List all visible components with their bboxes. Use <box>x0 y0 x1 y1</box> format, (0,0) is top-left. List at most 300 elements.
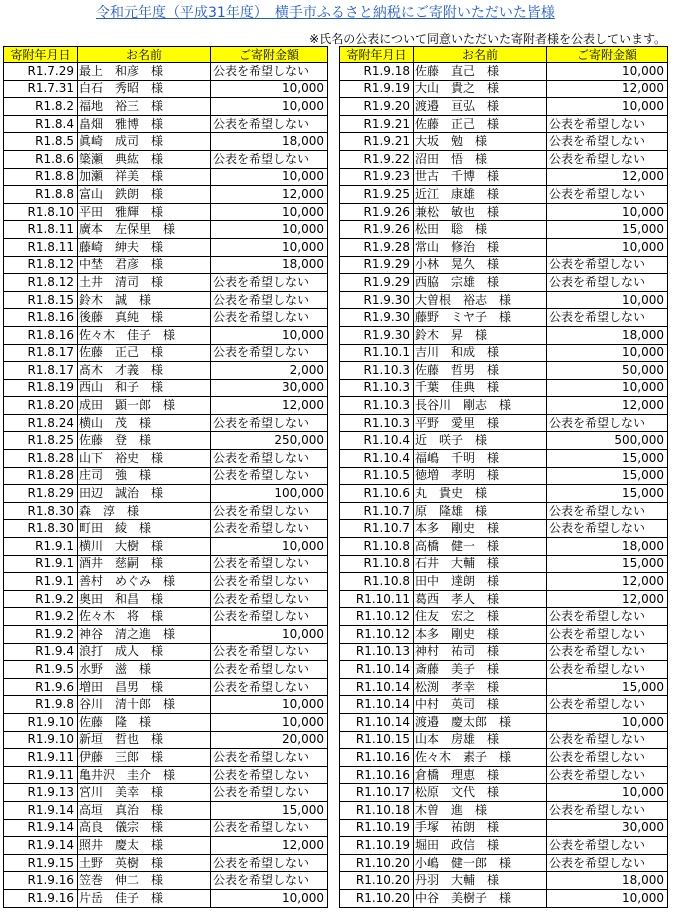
amount-cell: 公表を希望しない <box>547 643 668 661</box>
table-row <box>340 203 668 221</box>
table-row <box>4 362 328 380</box>
table-row <box>4 555 328 573</box>
amount-cell: 公表を希望しない <box>547 749 668 767</box>
name-cell: 佐々木 佳子 様 <box>78 326 211 344</box>
name-cell: 廣本 左保里 様 <box>78 221 211 239</box>
amount-cell: 公表を希望しない <box>547 731 668 749</box>
name-cell: 善村 めぐみ 様 <box>78 573 211 591</box>
date-cell: R1.9.16 <box>4 872 78 890</box>
date-cell: R1.9.29 <box>340 274 414 292</box>
table-row <box>340 397 668 415</box>
date-cell: R1.9.23 <box>340 168 414 186</box>
table-body <box>340 63 668 908</box>
amount-cell: 500,000 <box>547 432 668 450</box>
amount-cell: 公表を希望しない <box>211 467 328 485</box>
table-row <box>340 485 668 503</box>
table-body <box>4 63 328 908</box>
table-row <box>340 590 668 608</box>
amount-cell: 公表を希望しない <box>547 309 668 327</box>
date-cell: R1.9.19 <box>340 80 414 98</box>
table-row <box>340 713 668 731</box>
amount-cell: 10,000 <box>211 326 328 344</box>
amount-cell: 公表を希望しない <box>211 661 328 679</box>
amount-cell: 10,000 <box>211 168 328 186</box>
date-cell: R1.9.2 <box>4 608 78 626</box>
table-row <box>4 450 328 468</box>
amount-cell: 公表を希望しない <box>547 608 668 626</box>
table-row <box>4 80 328 98</box>
header-date: 寄附年月日 <box>340 47 414 63</box>
table-row <box>340 643 668 661</box>
name-cell: 本多 剛史 様 <box>414 520 547 538</box>
name-cell: 堀田 政信 様 <box>414 837 547 855</box>
date-cell: R1.9.15 <box>4 854 78 872</box>
amount-cell: 12,000 <box>547 168 668 186</box>
amount-cell: 公表を希望しない <box>211 414 328 432</box>
amount-cell: 公表を希望しない <box>547 256 668 274</box>
date-cell: R1.10.8 <box>340 538 414 556</box>
amount-cell: 公表を希望しない <box>547 837 668 855</box>
date-cell: R1.10.14 <box>340 661 414 679</box>
table-row <box>4 854 328 872</box>
amount-cell: 15,000 <box>547 221 668 239</box>
amount-cell: 18,000 <box>211 133 328 151</box>
date-cell: R1.8.20 <box>4 397 78 415</box>
date-cell: R1.9.11 <box>4 766 78 784</box>
name-cell: 鈴木 誠 様 <box>78 291 211 309</box>
amount-cell: 公表を希望しない <box>211 573 328 591</box>
name-cell: 佐藤 登 様 <box>78 432 211 450</box>
name-cell: 原 隆雄 様 <box>414 502 547 520</box>
amount-cell: 30,000 <box>547 819 668 837</box>
name-cell: 常山 修治 様 <box>414 238 547 256</box>
date-cell: R1.9.18 <box>340 63 414 81</box>
name-cell: 神村 祐司 様 <box>414 643 547 661</box>
amount-cell: 30,000 <box>211 379 328 397</box>
donor-table-left <box>3 46 328 908</box>
name-cell: 世古 千博 様 <box>414 168 547 186</box>
amount-cell: 10,000 <box>547 203 668 221</box>
table-row <box>340 819 668 837</box>
date-cell: R1.10.20 <box>340 854 414 872</box>
amount-cell: 12,000 <box>547 80 668 98</box>
name-cell: 福地 裕三 様 <box>78 98 211 116</box>
table-row <box>4 889 328 907</box>
date-cell: R1.9.1 <box>4 538 78 556</box>
amount-cell: 12,000 <box>211 397 328 415</box>
date-cell: R1.8.28 <box>4 467 78 485</box>
date-cell: R1.10.4 <box>340 450 414 468</box>
date-cell: R1.9.2 <box>4 590 78 608</box>
name-cell: 山下 裕史 様 <box>78 450 211 468</box>
amount-cell: 10,000 <box>211 80 328 98</box>
amount-cell: 100,000 <box>211 485 328 503</box>
amount-cell: 15,000 <box>547 450 668 468</box>
name-cell: 手塚 祐朗 様 <box>414 819 547 837</box>
amount-cell: 10,000 <box>547 889 668 907</box>
table-row <box>340 573 668 591</box>
amount-cell: 18,000 <box>211 256 328 274</box>
name-cell: 葛西 孝人 様 <box>414 590 547 608</box>
table-row <box>4 63 328 81</box>
date-cell: R1.8.30 <box>4 502 78 520</box>
table-row <box>4 784 328 802</box>
amount-cell: 10,000 <box>211 626 328 644</box>
date-cell: R1.9.11 <box>4 749 78 767</box>
amount-cell: 18,000 <box>547 538 668 556</box>
amount-cell: 公表を希望しない <box>547 186 668 204</box>
amount-cell: 10,000 <box>547 344 668 362</box>
header-row <box>4 47 328 63</box>
table-row <box>340 150 668 168</box>
table-row <box>4 432 328 450</box>
date-cell: R1.7.31 <box>4 80 78 98</box>
header-date: 寄附年月日 <box>4 47 78 63</box>
name-cell: 兼松 敏也 様 <box>414 203 547 221</box>
amount-cell: 10,000 <box>547 713 668 731</box>
date-cell: R1.8.10 <box>4 203 78 221</box>
table-row <box>4 661 328 679</box>
amount-cell: 公表を希望しない <box>211 749 328 767</box>
amount-cell: 公表を希望しない <box>211 766 328 784</box>
amount-cell: 10,000 <box>547 63 668 81</box>
table-row <box>340 467 668 485</box>
table-row <box>340 801 668 819</box>
table-row <box>4 326 328 344</box>
table-row <box>340 784 668 802</box>
date-cell: R1.10.3 <box>340 362 414 380</box>
table-row <box>340 626 668 644</box>
name-cell: 西脇 宗雄 様 <box>414 274 547 292</box>
name-cell: 後藤 真純 様 <box>78 309 211 327</box>
table-row <box>4 309 328 327</box>
amount-cell: 15,000 <box>547 467 668 485</box>
date-cell: R1.9.5 <box>4 661 78 679</box>
amount-cell: 公表を希望しない <box>547 150 668 168</box>
date-cell: R1.9.28 <box>340 238 414 256</box>
table-row <box>4 731 328 749</box>
table-row <box>4 467 328 485</box>
date-cell: R1.10.3 <box>340 379 414 397</box>
date-cell: R1.8.17 <box>4 344 78 362</box>
amount-cell: 10,000 <box>211 713 328 731</box>
header-name: お名前 <box>414 47 547 63</box>
name-cell: 吉川 和成 様 <box>414 344 547 362</box>
name-cell: 佐々木 将 様 <box>78 608 211 626</box>
date-cell: R1.10.7 <box>340 520 414 538</box>
name-cell: 鈴木 昇 様 <box>414 326 547 344</box>
name-cell: 長谷川 剛志 様 <box>414 397 547 415</box>
table-row <box>340 414 668 432</box>
amount-cell: 公表を希望しない <box>547 696 668 714</box>
date-cell: R1.9.30 <box>340 291 414 309</box>
date-cell: R1.9.22 <box>340 150 414 168</box>
table-row <box>4 397 328 415</box>
date-cell: R1.8.5 <box>4 133 78 151</box>
name-cell: 松原 文代 様 <box>414 784 547 802</box>
name-cell: 丸 貴史 様 <box>414 485 547 503</box>
date-cell: R1.8.16 <box>4 309 78 327</box>
amount-cell: 公表を希望しない <box>211 643 328 661</box>
amount-cell: 20,000 <box>211 731 328 749</box>
amount-cell: 10,000 <box>211 889 328 907</box>
table-row <box>340 766 668 784</box>
name-cell: 松渕 孝幸 様 <box>414 678 547 696</box>
name-cell: 宮川 美幸 様 <box>78 784 211 802</box>
date-cell: R1.8.11 <box>4 221 78 239</box>
table-row <box>4 819 328 837</box>
date-cell: R1.10.14 <box>340 678 414 696</box>
date-cell: R1.9.20 <box>340 98 414 116</box>
name-cell: 畠畑 雅博 様 <box>78 115 211 133</box>
date-cell: R1.8.28 <box>4 450 78 468</box>
amount-cell: 10,000 <box>211 98 328 116</box>
date-cell: R1.8.24 <box>4 414 78 432</box>
date-cell: R1.10.14 <box>340 696 414 714</box>
table-row <box>340 238 668 256</box>
amount-cell: 公表を希望しない <box>211 555 328 573</box>
date-cell: R1.9.1 <box>4 573 78 591</box>
date-cell: R1.9.29 <box>340 256 414 274</box>
table-row <box>4 256 328 274</box>
table-row <box>340 837 668 855</box>
amount-cell: 12,000 <box>211 837 328 855</box>
table-row <box>340 186 668 204</box>
table-row <box>340 309 668 327</box>
table-row <box>4 520 328 538</box>
table-row <box>4 203 328 221</box>
amount-cell: 10,000 <box>211 203 328 221</box>
name-cell: 徳増 孝明 様 <box>414 467 547 485</box>
date-cell: R1.8.25 <box>4 432 78 450</box>
date-cell: R1.10.3 <box>340 397 414 415</box>
amount-cell: 50,000 <box>547 362 668 380</box>
date-cell: R1.10.20 <box>340 872 414 890</box>
name-cell: 加瀬 祥美 様 <box>78 168 211 186</box>
amount-cell: 12,000 <box>547 573 668 591</box>
date-cell: R1.8.16 <box>4 326 78 344</box>
date-cell: R1.9.21 <box>340 115 414 133</box>
name-cell: 田辺 誠治 様 <box>78 485 211 503</box>
amount-cell: 18,000 <box>547 326 668 344</box>
date-cell: R1.10.13 <box>340 643 414 661</box>
date-cell: R1.9.25 <box>340 186 414 204</box>
name-cell: 白石 秀昭 様 <box>78 80 211 98</box>
donor-table-right <box>339 46 668 908</box>
date-cell: R1.8.2 <box>4 98 78 116</box>
name-cell: 眞崎 成司 様 <box>78 133 211 151</box>
table-row <box>4 678 328 696</box>
name-cell: 高橋 健一 様 <box>414 538 547 556</box>
name-cell: 福嶋 千明 様 <box>414 450 547 468</box>
date-cell: R1.9.1 <box>4 555 78 573</box>
table-row <box>340 555 668 573</box>
date-cell: R1.9.30 <box>340 309 414 327</box>
date-cell: R1.8.8 <box>4 186 78 204</box>
amount-cell: 公表を希望しない <box>547 661 668 679</box>
name-cell: 山本 房雄 様 <box>414 731 547 749</box>
amount-cell: 12,000 <box>547 397 668 415</box>
amount-cell: 公表を希望しない <box>547 766 668 784</box>
date-cell: R1.10.19 <box>340 837 414 855</box>
amount-cell: 公表を希望しない <box>211 854 328 872</box>
amount-cell: 10,000 <box>211 538 328 556</box>
name-cell: 亀井沢 圭介 様 <box>78 766 211 784</box>
date-cell: R1.10.14 <box>340 713 414 731</box>
amount-cell: 15,000 <box>211 801 328 819</box>
date-cell: R1.8.8 <box>4 168 78 186</box>
table-row <box>4 713 328 731</box>
table-row <box>4 643 328 661</box>
date-cell: R1.9.14 <box>4 819 78 837</box>
name-cell: 佐藤 直己 様 <box>414 63 547 81</box>
name-cell: 酒井 慈嗣 様 <box>78 555 211 573</box>
name-cell: 沼田 悟 様 <box>414 150 547 168</box>
amount-cell: 10,000 <box>547 291 668 309</box>
amount-cell: 公表を希望しない <box>547 854 668 872</box>
name-cell: 最上 和彦 様 <box>78 63 211 81</box>
amount-cell: 12,000 <box>211 186 328 204</box>
table-row <box>4 274 328 292</box>
name-cell: 横山 茂 様 <box>78 414 211 432</box>
amount-cell: 公表を希望しない <box>211 520 328 538</box>
date-cell: R1.10.15 <box>340 731 414 749</box>
date-cell: R1.10.12 <box>340 626 414 644</box>
name-cell: 倉橋 理恵 様 <box>414 766 547 784</box>
table-row <box>4 115 328 133</box>
name-cell: 髙木 才義 様 <box>78 362 211 380</box>
date-cell: R1.9.16 <box>4 889 78 907</box>
amount-cell: 公表を希望しない <box>211 150 328 168</box>
name-cell: 佐藤 哲男 様 <box>414 362 547 380</box>
name-cell: 本多 剛史 様 <box>414 626 547 644</box>
table-row <box>4 150 328 168</box>
date-cell: R1.8.29 <box>4 485 78 503</box>
table-row <box>340 661 668 679</box>
table-row <box>4 98 328 116</box>
table-row <box>4 221 328 239</box>
amount-cell: 18,000 <box>547 872 668 890</box>
amount-cell: 10,000 <box>547 379 668 397</box>
amount-cell: 公表を希望しない <box>211 502 328 520</box>
table-row <box>340 326 668 344</box>
table-row <box>340 538 668 556</box>
table-row <box>4 608 328 626</box>
date-cell: R1.9.30 <box>340 326 414 344</box>
amount-cell: 公表を希望しない <box>547 801 668 819</box>
amount-cell: 公表を希望しない <box>211 291 328 309</box>
date-cell: R1.9.10 <box>4 713 78 731</box>
name-cell: 谷川 清十郎 様 <box>78 696 211 714</box>
name-cell: 浪打 成人 様 <box>78 643 211 661</box>
table-row <box>340 98 668 116</box>
amount-cell: 10,000 <box>547 784 668 802</box>
table-row <box>340 379 668 397</box>
table-row <box>4 485 328 503</box>
amount-cell: 15,000 <box>547 678 668 696</box>
name-cell: 近江 康雄 様 <box>414 186 547 204</box>
date-cell: R1.10.7 <box>340 502 414 520</box>
table-row <box>340 63 668 81</box>
date-cell: R1.8.30 <box>4 520 78 538</box>
table-row <box>4 573 328 591</box>
amount-cell: 公表を希望しない <box>211 274 328 292</box>
table-row <box>4 414 328 432</box>
name-cell: 住友 宏之 様 <box>414 608 547 626</box>
date-cell: R1.8.19 <box>4 379 78 397</box>
date-cell: R1.9.21 <box>340 133 414 151</box>
name-cell: 高垣 真治 様 <box>78 801 211 819</box>
date-cell: R1.10.20 <box>340 889 414 907</box>
name-cell: 石井 大輔 様 <box>414 555 547 573</box>
table-row <box>4 872 328 890</box>
date-cell: R1.10.12 <box>340 608 414 626</box>
amount-cell: 公表を希望しない <box>547 274 668 292</box>
table-row <box>340 274 668 292</box>
amount-cell: 公表を希望しない <box>211 344 328 362</box>
amount-cell: 公表を希望しない <box>211 819 328 837</box>
date-cell: R1.10.8 <box>340 573 414 591</box>
table-row <box>4 502 328 520</box>
name-cell: 藤野 ミヤ子 様 <box>414 309 547 327</box>
table-row <box>4 801 328 819</box>
date-cell: R1.9.26 <box>340 221 414 239</box>
table-row <box>340 221 668 239</box>
table-row <box>4 696 328 714</box>
date-cell: R1.9.6 <box>4 678 78 696</box>
date-cell: R1.9.14 <box>4 801 78 819</box>
table-row <box>4 538 328 556</box>
table-row <box>4 238 328 256</box>
date-cell: R1.10.19 <box>340 819 414 837</box>
table-row <box>340 362 668 380</box>
table-row <box>340 344 668 362</box>
amount-cell: 250,000 <box>211 432 328 450</box>
date-cell: R1.8.12 <box>4 274 78 292</box>
table-row <box>340 678 668 696</box>
date-cell: R1.9.8 <box>4 696 78 714</box>
name-cell: 町田 綾 様 <box>78 520 211 538</box>
amount-cell: 公表を希望しない <box>547 626 668 644</box>
name-cell: 松田 聡 様 <box>414 221 547 239</box>
date-cell: R1.8.17 <box>4 362 78 380</box>
name-cell: 高良 儀宗 様 <box>78 819 211 837</box>
name-cell: 渡邉 慶太郎 様 <box>414 713 547 731</box>
date-cell: R1.10.11 <box>340 590 414 608</box>
amount-cell: 10,000 <box>211 696 328 714</box>
date-cell: R1.10.18 <box>340 801 414 819</box>
name-cell: 森 淳 様 <box>78 502 211 520</box>
amount-cell: 公表を希望しない <box>211 784 328 802</box>
table-row <box>340 608 668 626</box>
table-row <box>4 291 328 309</box>
name-cell: 成田 顕一郎 様 <box>78 397 211 415</box>
amount-cell: 10,000 <box>211 238 328 256</box>
header-row <box>340 47 668 63</box>
date-cell: R1.10.17 <box>340 784 414 802</box>
amount-cell: 公表を希望しない <box>211 872 328 890</box>
name-cell: 増田 昌男 様 <box>78 678 211 696</box>
date-cell: R1.9.2 <box>4 626 78 644</box>
table-row <box>4 626 328 644</box>
name-cell: 庄司 強 様 <box>78 467 211 485</box>
date-cell: R1.10.16 <box>340 766 414 784</box>
date-cell: R1.10.16 <box>340 749 414 767</box>
table-row <box>340 256 668 274</box>
name-cell: 横川 大樹 様 <box>78 538 211 556</box>
table-row <box>4 766 328 784</box>
date-cell: R1.8.12 <box>4 256 78 274</box>
